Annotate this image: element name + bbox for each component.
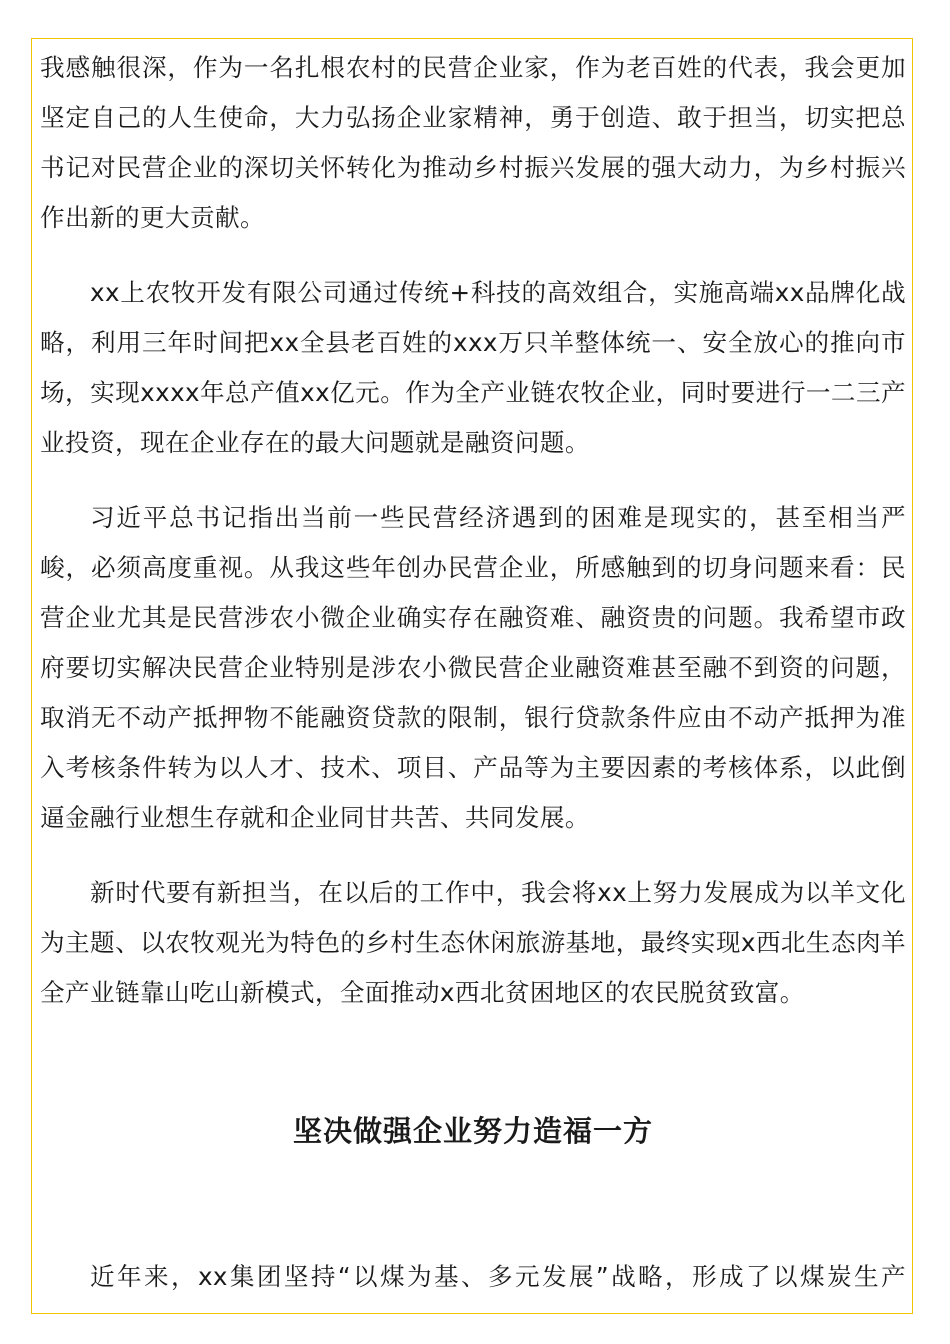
document-body [40,43,906,1302]
paragraph-gap [40,843,906,868]
paragraph-gap [40,243,906,268]
paragraph-4: 新时代要有新担当，在以后的工作中，我会将xx上努力发展成为以羊文化为主题、以农牧观光为特色的乡村生态休闲旅游基地，最终实现x西北生态肉羊全产业链靠山吃山新模式，全面推动x西北贫困地区的农民脱贫致富。 [40,878,906,1007]
paragraph-gap [40,468,906,493]
section-gap [40,1018,906,1106]
paragraph-3: 习近平总书记指出当前一些民营经济遇到的困难是现实的，甚至相当严峻，必须高度重视。从我这些年创办民营企业，所感触到的切身问题来看：民营企业尤其是民营涉农小微企业确实存在融资难、融资贵的问题。我希望市政府要切实解决民营企业特别是涉农小微民营企业融资难甚至融不到资的问题，取消无不动产抵押物不能融资贷款的限制，银行贷款条件应由不动产抵押为准入考核条件转为以人才、技术、项目、产品等为主要因素的考核体系，以此倒逼金融行业想生存就和企业同甘共苦、共同发展。 [40,503,906,832]
paragraph-2: xx上农牧开发有限公司通过传统+科技的高效组合，实施高端xx品牌化战略，利用三年时间把xx全县老百姓的xxx万只羊整体统一、安全放心的推向市场，实现xxxx年总产值xx亿元。作为全产业链农牧企业，同时要进行一二三产业投资，现在企业存在的最大问题就是融资问题。 [40,278,906,457]
section-heading: 坚决做强企业努力造福一方 [292,1114,653,1148]
paragraph-1: 我感触很深，作为一名扎根农村的民营企业家，作为老百姓的代表，我会更加坚定自己的人生使命，大力弘扬企业家精神，勇于创造、敢于担当，切实把总书记对民营企业的深切关怀转化为推动乡村振兴发展的强大动力，为乡村振兴作出新的更大贡献。 [40,53,906,232]
section-gap [40,1156,906,1252]
paragraph-5: 近年来，xx集团坚持“以煤为基、多元发展”战略，形成了以煤炭生产 [90,1262,906,1291]
